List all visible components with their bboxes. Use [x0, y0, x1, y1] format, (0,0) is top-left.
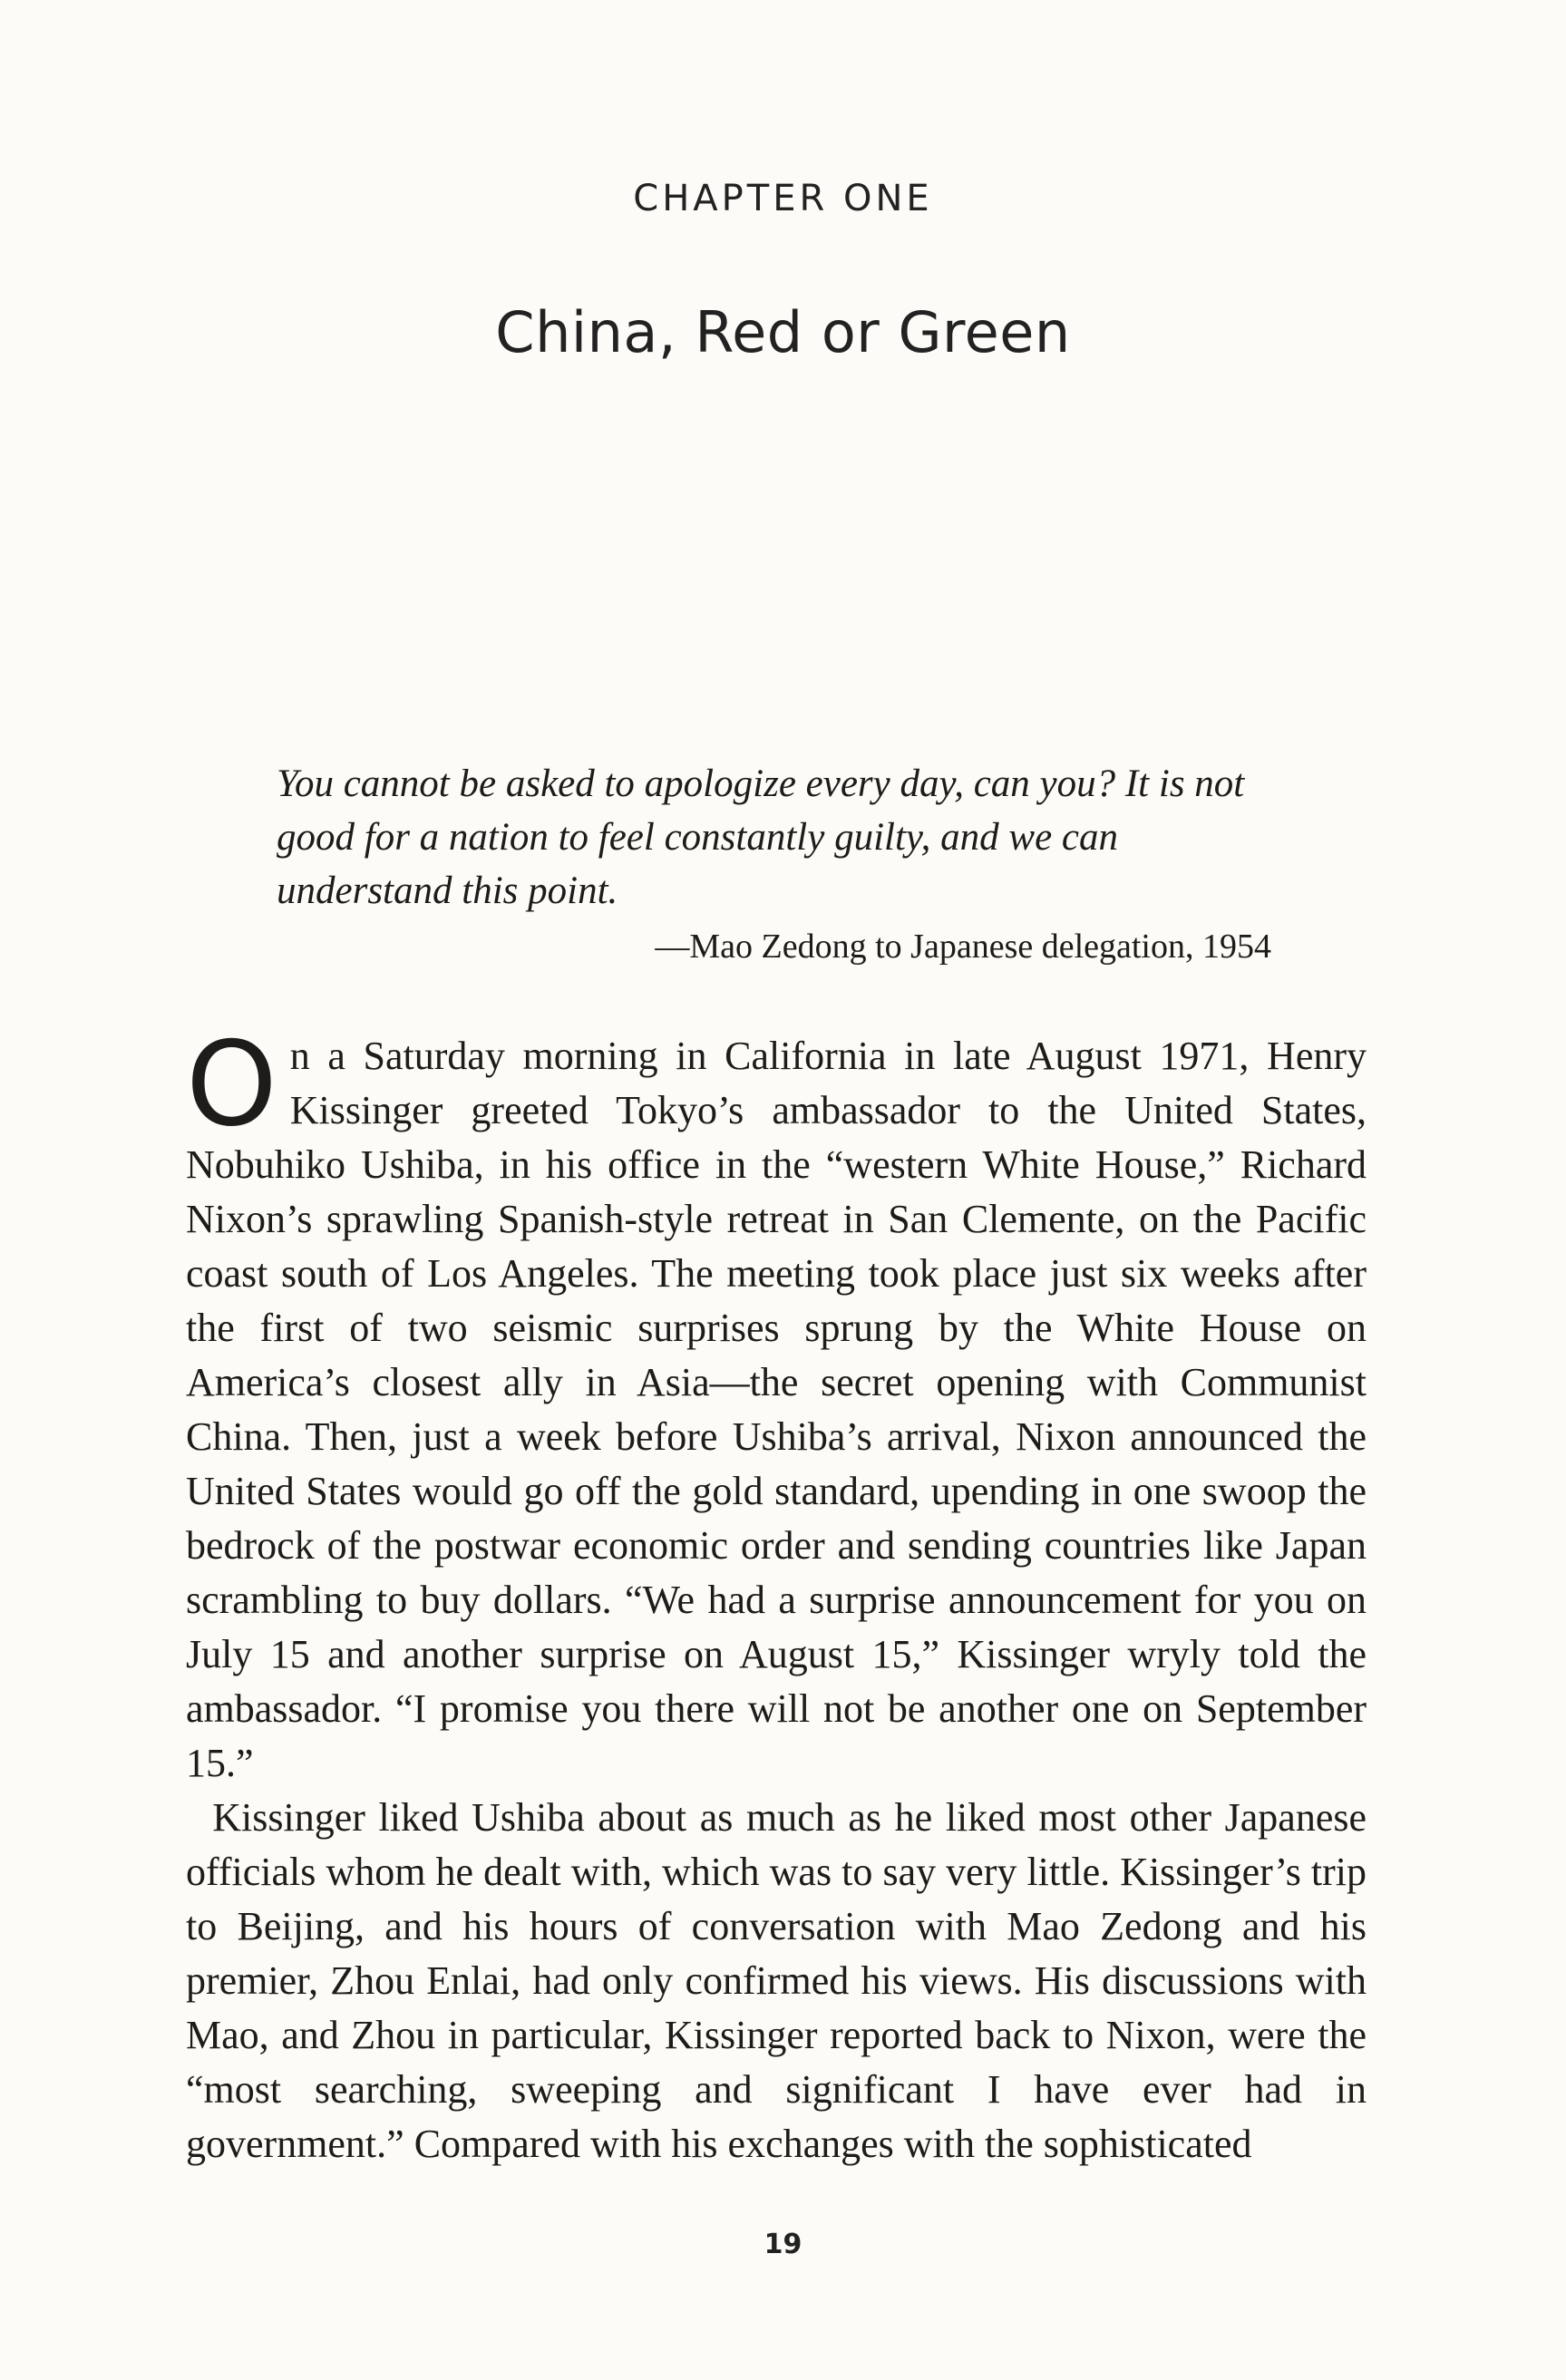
chapter-label: CHAPTER ONE	[633, 178, 933, 219]
paragraph-1	[186, 1017, 1367, 1791]
paragraph-2	[186, 1791, 1367, 2171]
paragraph-1-text: n a Saturday morning in California in late August 1971, Henry Kissinger greeted Tokyo’s ambassador to the United States, Nobuhiko Ushiba, in his office in the “western White House,” Richard Nixon’s sprawling Spanish-style retreat in San Clemente, on the Pacific coast south of Los Angeles. The meeting took place just six weeks after the first of two seismic surprises sprung by the White House on America’s closest ally in Asia—the secret opening with Communist China. Then, just a week before Ushiba’s arrival, Nixon announced the United States would go off the gold standard, upending in one swoop the bedrock of the postwar economic order and sending countries like Japan scrambling to buy dollars. “We had a surprise announcement for you on July 15 and another surprise on August 15,” Kissinger wryly told the ambassador. “I promise you there will not be another one on September 15.”	[186, 1034, 1367, 1785]
drop-cap: O	[186, 1017, 277, 1152]
body-text	[186, 1017, 1367, 2171]
paragraph-2-text: Kissinger liked Ushiba about as much as he liked most other Japanese officials whom he dealt with, which was to say very little. Kissinger’s trip to Beijing, and his hours of conversation with Mao Zedong and his premier, Zhou Enlai, had only confirmed his views. His discussions with Mao, and Zhou in particular, Kissinger reported back to Nixon, were the “most searching, sweeping and significant I have ever had in government.” Compared with his exchanges with the sophisticated	[186, 1795, 1367, 2166]
page-number: 19	[764, 2229, 802, 2260]
chapter-title: China, Red or Green	[495, 299, 1071, 365]
epigraph-quote: You cannot be asked to apologize every day, can you? It is not good for a nation to feel constantly guilty, and we can understand this point.	[277, 763, 1245, 912]
epigraph-attribution: —Mao Zedong to Japanese delegation, 1954	[655, 928, 1271, 966]
